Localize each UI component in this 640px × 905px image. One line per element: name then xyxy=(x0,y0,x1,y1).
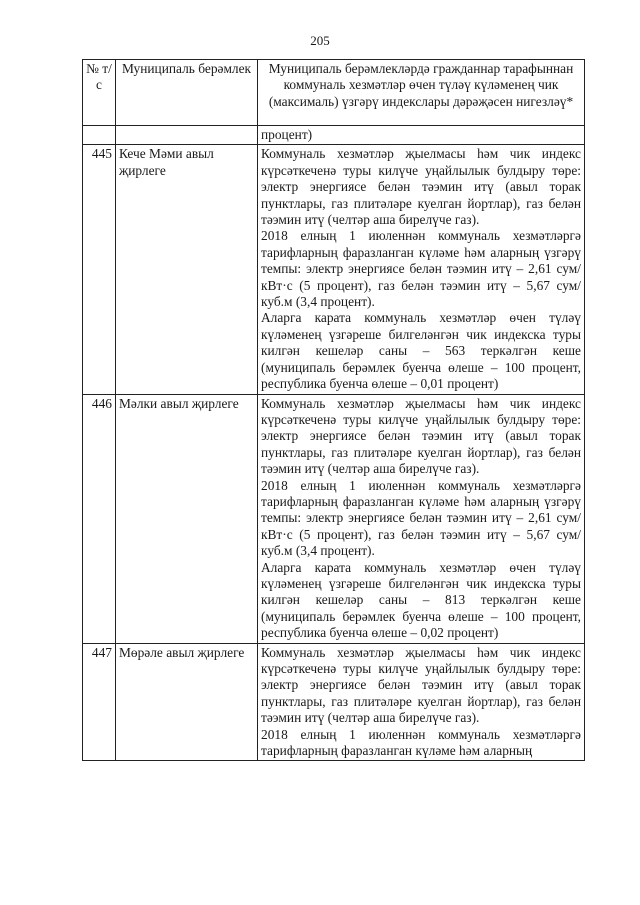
justification-cell xyxy=(258,145,585,394)
paragraph: Аларга карата коммуналь хезмәтләр өчен түләү күләменең үзгәреше билгеләнгән чик индекска туры килгән кешеләр саны – 813 теркәлгән кеше (муниципаль берәмлек буенча өлеше – 100 процент, республика буенча өлеше – 0,02 процент) xyxy=(261,559,581,641)
indices-table xyxy=(82,59,585,761)
header-number: № т/с xyxy=(83,60,116,126)
table-row xyxy=(83,145,585,394)
municipality-name: Мәлки авыл җирлеге xyxy=(116,394,258,643)
table-header-row xyxy=(83,60,585,126)
table-row xyxy=(83,643,585,761)
row-number: 445 xyxy=(83,145,116,394)
justification-cell xyxy=(258,394,585,643)
page-number: 205 xyxy=(310,33,330,48)
municipality-name: Кече Мәми авыл җирлеге xyxy=(116,145,258,394)
continuation-text: процент) xyxy=(258,126,585,145)
municipality-name: Мөрәле авыл җирлеге xyxy=(116,643,258,761)
paragraph: Коммуналь хезмәтләр җыелмасы һәм чик индекс күрсәткеченә туры килүче уңайлылык булдыру төре: электр энергиясе белән тәэмин итү (авыл торак пунктлары, газ плитәләре куелган йортлар), газ белән тәэмин итү (челтәр аша бирелүче газ). xyxy=(261,644,581,726)
justification-cell xyxy=(258,643,585,761)
paragraph: Коммуналь хезмәтләр җыелмасы һәм чик индекс күрсәткеченә туры килүче уңайлылык булдыру төре: электр энергиясе белән тәэмин итү (авыл торак пунктлары, газ плитәләре куелган йортлар), газ белән тәэмин итү (челтәр аша бирелүче газ). xyxy=(261,395,581,477)
row-number: 447 xyxy=(83,643,116,761)
header-municipality: Муниципаль берәмлек xyxy=(116,60,258,126)
paragraph: Аларга карата коммуналь хезмәтләр өчен түләү күләменең үзгәреше билгеләнгән чик индекска туры килгән кешеләр саны – 563 теркәлгән кеше (муниципаль берәмлек буенча өлеше – 100 процент, республика буенча өлеше – 0,01 процент) xyxy=(261,310,581,392)
paragraph: 2018 елның 1 июленнән коммуналь хезмәтләргә тарифларның фаразланган күләме һәм аларның үзгәрү темпы: электр энергиясе белән тәэмин итү – 2,61 сум/кВт·с (5 процент), газ белән тәэмин итү – 5,67 сум/куб.м (3,4 процент). xyxy=(261,228,581,310)
header-justification: Муниципаль берәмлекләрдә гражданнар тарафыннан коммуналь хезмәтләр өчен түләү күләменең чик (максималь) үзгәрү индекслары дәрәҗәсен нигезләү* xyxy=(258,60,585,126)
paragraph: Коммуналь хезмәтләр җыелмасы һәм чик индекс күрсәткеченә туры килүче уңайлылык булдыру төре: электр энергиясе белән тәэмин итү (авыл торак пунктлары, газ плитәләре куелган йортлар), газ белән тәэмин итү (челтәр аша бирелүче газ). xyxy=(261,146,581,228)
table-row xyxy=(83,394,585,643)
continuation-row xyxy=(83,126,585,145)
paragraph: 2018 елның 1 июленнән коммуналь хезмәтләргә тарифларның фаразланган күләме һәм аларның xyxy=(261,726,581,759)
row-number: 446 xyxy=(83,394,116,643)
paragraph: 2018 елның 1 июленнән коммуналь хезмәтләргә тарифларның фаразланган күләме һәм аларның үзгәрү темпы: электр энергиясе белән тәэмин итү – 2,61 сум/кВт·с (5 процент), газ белән тәэмин итү – 5,67 сум/куб.м (3,4 процент). xyxy=(261,477,581,559)
